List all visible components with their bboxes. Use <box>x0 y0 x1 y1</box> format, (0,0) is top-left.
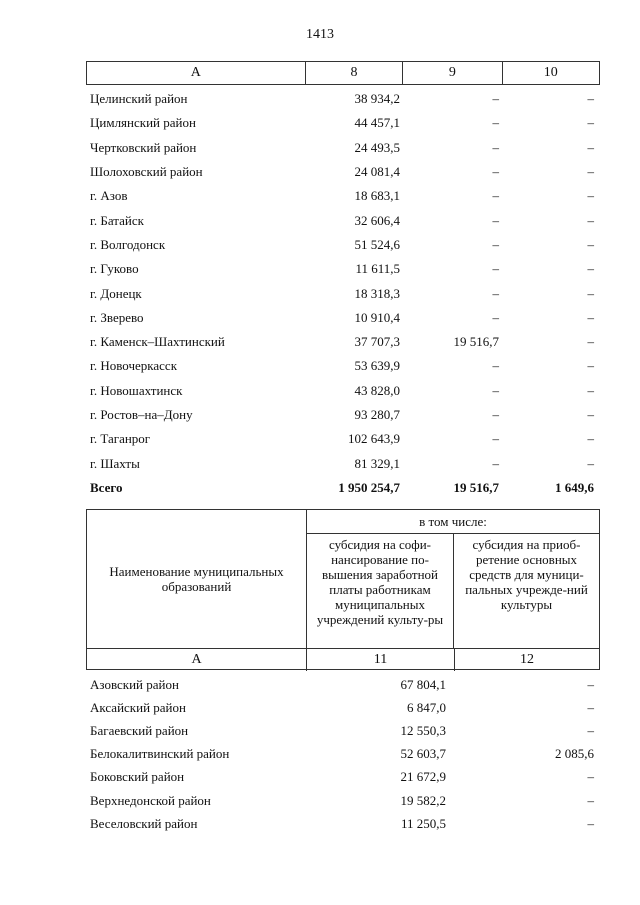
municipality-name: г. Каменск–Шахтинский <box>90 334 225 350</box>
table-row <box>86 812 600 835</box>
value-column-11: 12 550,3 <box>400 722 446 738</box>
table-row <box>86 379 600 403</box>
total-label: Всего <box>90 479 123 495</box>
table-row <box>86 233 600 257</box>
municipality-name: г. Батайск <box>90 212 144 228</box>
table-row <box>86 719 600 742</box>
value-column-10: – <box>587 407 594 422</box>
table-header <box>86 509 600 670</box>
value-column-9: – <box>492 236 499 252</box>
value-column-11: 67 804,1 <box>400 676 446 692</box>
table-body <box>86 673 600 835</box>
municipality-name: г. Гуково <box>90 261 139 277</box>
table-row <box>86 427 600 451</box>
value-column-10: – <box>587 455 594 471</box>
municipality-name: Верхнедонской район <box>90 792 211 808</box>
table-row <box>86 184 600 208</box>
municipality-name: г. Шахты <box>90 455 140 471</box>
value-column-9: – <box>492 285 499 301</box>
municipality-name: г. Новочеркасск <box>90 358 178 374</box>
value-column-10: – <box>587 285 594 301</box>
municipality-name: г. Новошахтинск <box>90 382 183 398</box>
value-column-8: 10 910,4 <box>354 309 400 325</box>
value-column-12: – <box>587 722 594 738</box>
header-column-11: субсидия на софи-нансирование по-вышения заработной платы работникам муниципальных учреждений культу-ры <box>306 533 453 648</box>
municipality-name: Цимлянский район <box>90 115 196 131</box>
header-name-code: А <box>190 65 201 80</box>
total-column-10: 1 649,6 <box>555 479 594 495</box>
page-number: 1413 <box>306 27 334 42</box>
value-column-8: 53 639,9 <box>354 358 400 374</box>
subsidy-table-columns-11-12 <box>86 509 600 835</box>
value-column-10: – <box>587 236 594 252</box>
table-row <box>86 354 600 378</box>
value-column-10: – <box>587 164 594 180</box>
value-column-11: 19 582,2 <box>400 792 446 808</box>
value-column-9: – <box>492 455 499 471</box>
value-column-10: – <box>587 261 594 277</box>
value-column-9: – <box>492 212 499 228</box>
value-column-12: – <box>587 699 594 715</box>
value-column-9: 19 516,7 <box>453 334 499 350</box>
municipality-name: г. Донецк <box>90 285 142 301</box>
municipality-name: Белокалитвинский район <box>90 746 230 762</box>
value-column-10: – <box>587 431 594 447</box>
total-column-8: 1 950 254,7 <box>338 479 400 495</box>
value-column-8: 81 329,1 <box>354 455 400 471</box>
value-column-12: 2 085,6 <box>555 746 594 762</box>
table-header-row <box>86 61 600 85</box>
value-column-9: – <box>492 358 499 374</box>
table-row <box>86 257 600 281</box>
value-column-8: 11 611,5 <box>355 261 400 277</box>
table-row <box>86 208 600 232</box>
value-column-8: 93 280,7 <box>354 407 400 422</box>
value-column-10: – <box>587 188 594 204</box>
code-column-11: 11 <box>306 649 454 671</box>
value-column-10: – <box>587 309 594 325</box>
value-column-8: 18 683,1 <box>354 188 400 204</box>
municipality-name: г. Ростов–на–Дону <box>90 407 193 422</box>
table-row <box>86 87 600 111</box>
header-municipality-name: Наименование муниципальных образований <box>109 564 284 594</box>
table-row <box>86 330 600 354</box>
value-column-9: – <box>492 115 499 131</box>
value-column-10: – <box>587 115 594 131</box>
table-row <box>86 789 600 812</box>
value-column-10: – <box>587 382 594 398</box>
municipality-name: г. Азов <box>90 188 128 204</box>
value-column-9: – <box>492 309 499 325</box>
municipality-name: Боковский район <box>90 769 185 785</box>
value-column-12: – <box>587 769 594 785</box>
value-column-9: – <box>492 164 499 180</box>
table-row <box>86 281 600 305</box>
municipality-name: Веселовский район <box>90 815 198 831</box>
table-row <box>86 451 600 475</box>
value-column-8: 18 318,3 <box>354 285 400 301</box>
table-row <box>86 673 600 696</box>
header-code-row <box>87 648 599 671</box>
value-column-11: 11 250,5 <box>400 815 446 831</box>
header-column-12: субсидия на приоб-ретение основных средств для муници-пальных учрежде-ний культуры <box>453 533 599 648</box>
value-column-9: – <box>492 407 499 422</box>
code-column-12: 12 <box>454 649 599 671</box>
value-column-8: 24 081,4 <box>354 164 400 180</box>
value-column-8: 24 493,5 <box>354 139 400 155</box>
table-row <box>86 696 600 719</box>
total-column-9: 19 516,7 <box>453 479 499 495</box>
value-column-9: – <box>492 91 499 107</box>
municipality-name: Шолоховский район <box>90 164 203 180</box>
table-row <box>86 111 600 135</box>
value-column-12: – <box>587 676 594 692</box>
header-column-8: 8 <box>305 62 402 84</box>
municipality-name: г. Таганрог <box>90 431 151 447</box>
municipality-name: г. Зверево <box>90 309 144 325</box>
header-column-10: 10 <box>502 62 599 84</box>
value-column-10: – <box>587 212 594 228</box>
table-row <box>86 136 600 160</box>
table-row <box>86 743 600 766</box>
municipality-name: Багаевский район <box>90 722 189 738</box>
value-column-8: 102 643,9 <box>348 431 400 447</box>
value-column-8: 37 707,3 <box>354 334 400 350</box>
value-column-12: – <box>587 792 594 808</box>
value-column-10: – <box>587 334 594 350</box>
value-column-11: 6 847,0 <box>407 699 446 715</box>
value-column-9: – <box>492 382 499 398</box>
value-column-8: 43 828,0 <box>354 382 400 398</box>
header-including: в том числе: <box>306 510 599 534</box>
header-column-9: 9 <box>402 62 501 84</box>
total-row <box>86 476 600 500</box>
value-column-8: 32 606,4 <box>354 212 400 228</box>
table-row <box>86 766 600 789</box>
municipality-name: Азовский район <box>90 676 179 692</box>
value-column-8: 38 934,2 <box>354 91 400 107</box>
value-column-11: 52 603,7 <box>400 746 446 762</box>
municipality-name: Чертковский район <box>90 139 197 155</box>
value-column-11: 21 672,9 <box>400 769 446 785</box>
value-column-8: 44 457,1 <box>354 115 400 131</box>
value-column-12: – <box>587 815 594 831</box>
table-row <box>86 160 600 184</box>
budget-table-columns-8-10 <box>86 61 600 500</box>
table-row <box>86 306 600 330</box>
value-column-9: – <box>492 431 499 447</box>
table-body <box>86 87 600 500</box>
value-column-9: – <box>492 139 499 155</box>
value-column-10: – <box>587 91 594 107</box>
value-column-9: – <box>492 261 499 277</box>
table-row <box>86 403 600 427</box>
value-column-10: – <box>587 139 594 155</box>
value-column-10: – <box>587 358 594 374</box>
value-column-9: – <box>492 188 499 204</box>
value-column-8: 51 524,6 <box>354 236 400 252</box>
municipality-name: Аксайский район <box>90 699 186 715</box>
municipality-name: Целинский район <box>90 91 188 107</box>
code-name: А <box>191 652 202 667</box>
municipality-name: г. Волгодонск <box>90 236 166 252</box>
